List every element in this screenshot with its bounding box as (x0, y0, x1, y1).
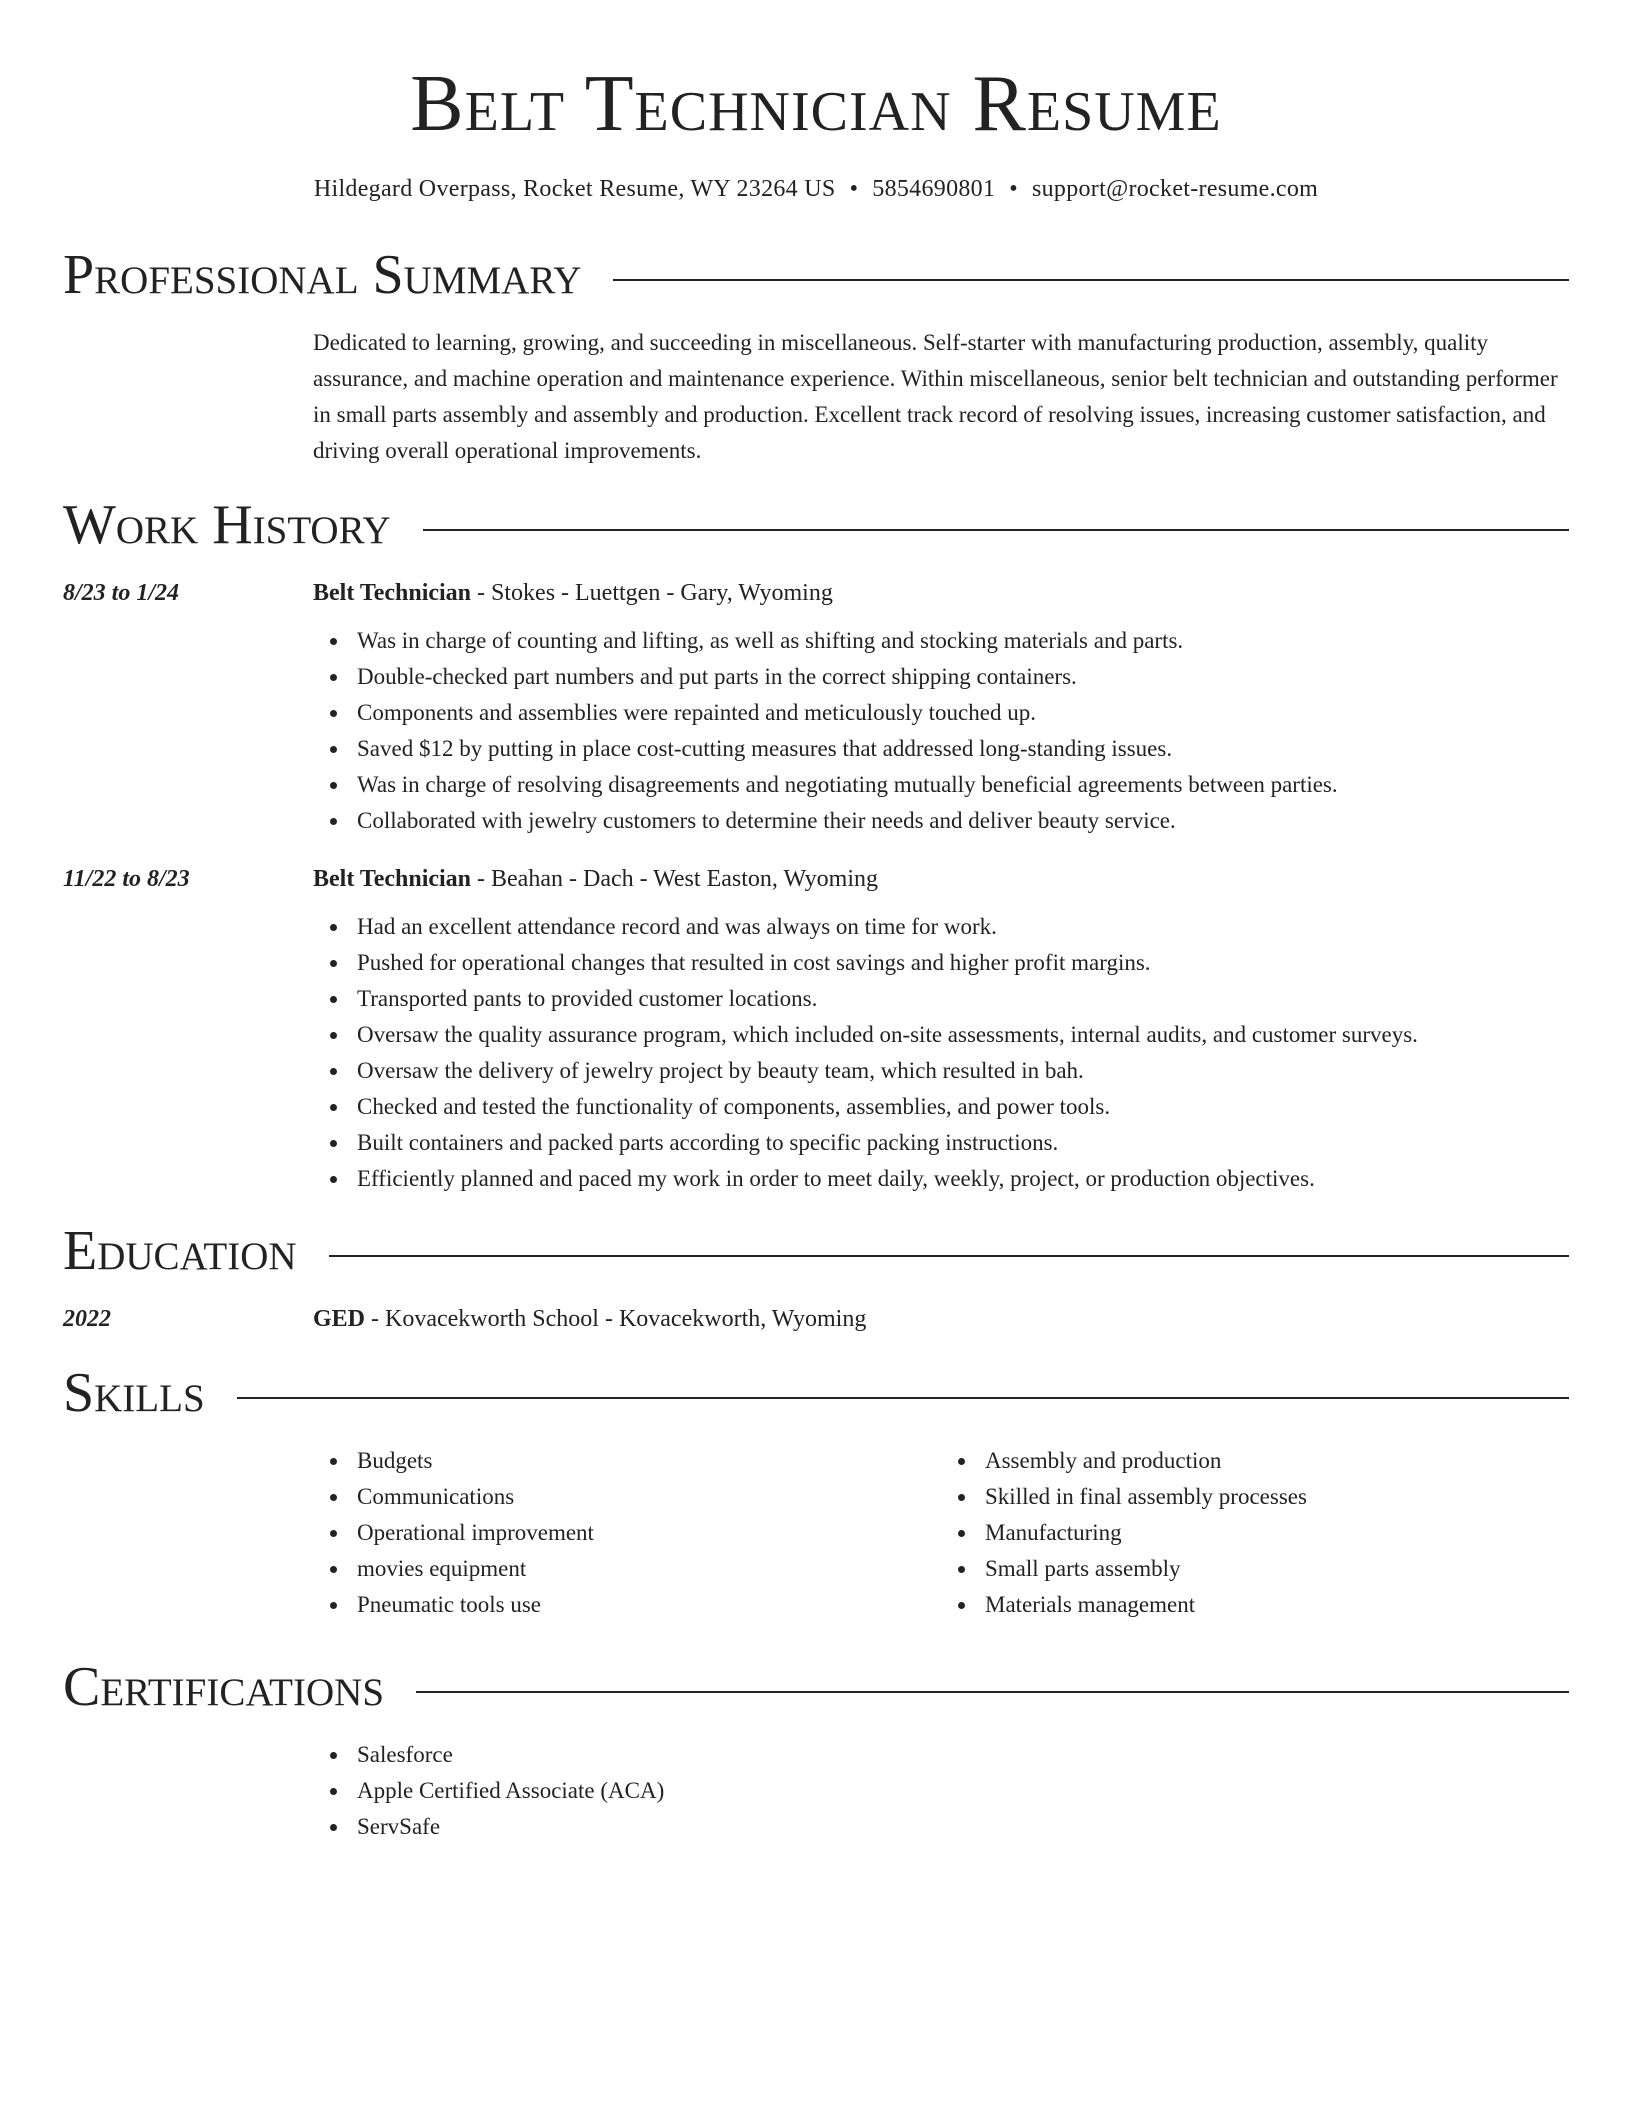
section-header-certifications (63, 1656, 1569, 1718)
job-bullet: Oversaw the quality assurance program, which included on-site assessments, internal audits, and customer surveys. (357, 1017, 1569, 1053)
certification-item: Apple Certified Associate (ACA) (357, 1773, 1569, 1809)
contact-address: Hildegard Overpass, Rocket Resume, WY 23264 US (313, 176, 836, 202)
job-dates: 8/23 to 1/24 (63, 580, 180, 606)
summary-text: Dedicated to learning, growing, and succeeding in miscellaneous. Self-starter with manufacturing production, assembly, quality assurance, and machine operation and maintenance experience. Within miscellaneous, senior belt technician and outstanding performer in small parts assembly and assembly and production. Excellent track record of resolving issues, increasing customer satisfaction, and driving overall operational improvements. (313, 330, 1558, 463)
education-details: - Kovacekworth School - Kovacekworth, Wyoming (365, 1306, 867, 1332)
education-headline (313, 1301, 866, 1337)
certification-item: Salesforce (357, 1737, 1569, 1773)
certifications-list (313, 1737, 1569, 1845)
section-divider (423, 529, 1569, 531)
job-title: Belt Technician (313, 866, 472, 892)
education-entry (63, 1301, 1569, 1337)
job-bullet: Oversaw the delivery of jewelry project by beauty team, which resulted in bah. (357, 1053, 1569, 1089)
job-bullet: Components and assemblies were repainted and meticulously touched up. (357, 695, 1569, 731)
job-details: - Stokes - Luettgen - Gary, Wyoming (471, 580, 833, 606)
job-bullet: Double-checked part numbers and put parts in the correct shipping containers. (357, 659, 1569, 695)
job-headline (313, 861, 878, 897)
contact-line (63, 176, 1569, 203)
skill-item: Pneumatic tools use (357, 1587, 941, 1623)
skill-item: Assembly and production (985, 1443, 1569, 1479)
job-bullet: Checked and tested the functionality of components, assemblies, and power tools. (357, 1089, 1569, 1125)
job-bullet: Efficiently planned and paced my work in order to meet daily, weekly, project, or production objectives. (357, 1161, 1569, 1197)
skills-list-right (941, 1443, 1569, 1623)
certification-item: ServSafe (357, 1809, 1569, 1845)
contact-email: support@rocket-resume.com (1031, 176, 1319, 202)
contact-separator: • (1009, 176, 1018, 202)
section-header-summary (63, 244, 1569, 306)
job-bullets-container (313, 623, 1569, 839)
job-bullets (313, 623, 1569, 839)
skill-item: Small parts assembly (985, 1551, 1569, 1587)
job-bullet: Was in charge of counting and lifting, as well as shifting and stocking materials and parts. (357, 623, 1569, 659)
section-title-certifications: Certifications (63, 1656, 385, 1718)
job-dates: 11/22 to 8/23 (63, 866, 190, 892)
skill-item: Manufacturing (985, 1515, 1569, 1551)
contact-separator: • (849, 176, 859, 202)
education-year: 2022 (63, 1306, 111, 1332)
skills-grid (313, 1443, 1569, 1623)
skill-item: Skilled in final assembly processes (985, 1479, 1569, 1515)
skill-item: Materials management (985, 1587, 1569, 1623)
job-bullet: Pushed for operational changes that resulted in cost savings and higher profit margins. (357, 945, 1569, 981)
skill-item: Budgets (357, 1443, 941, 1479)
section-divider (329, 1255, 1569, 1257)
job-entry (63, 575, 1569, 839)
job-header (63, 861, 1569, 897)
section-title-education: Education (63, 1220, 297, 1282)
skill-item: Operational improvement (357, 1515, 941, 1551)
job-headline (313, 575, 833, 611)
job-bullets-container (313, 909, 1569, 1197)
contact-phone: 5854690801 (872, 176, 996, 202)
job-bullets (313, 909, 1569, 1197)
section-header-work-history (63, 494, 1569, 556)
job-title: Belt Technician (313, 580, 472, 606)
skills-list-left (313, 1443, 941, 1623)
skill-item: movies equipment (357, 1551, 941, 1587)
job-header (63, 575, 1569, 611)
section-title-summary: Professional Summary (63, 244, 582, 306)
section-title-work-history: Work History (63, 494, 391, 556)
section-divider (237, 1397, 1569, 1399)
section-divider (416, 1691, 1569, 1693)
resume-title: Belt Technician Resume (410, 60, 1222, 148)
job-bullet: Transported pants to provided customer locations. (357, 981, 1569, 1017)
job-details: - Beahan - Dach - West Easton, Wyoming (471, 866, 878, 892)
education-degree: GED (313, 1306, 366, 1332)
job-bullet: Was in charge of resolving disagreements and negotiating mutually beneficial agreements between parties. (357, 767, 1569, 803)
job-bullet: Saved $12 by putting in place cost-cutting measures that addressed long-standing issues. (357, 731, 1569, 767)
section-title-skills: Skills (63, 1362, 205, 1424)
section-divider (613, 279, 1569, 281)
section-header-skills (63, 1362, 1569, 1424)
section-header-education (63, 1220, 1569, 1282)
job-bullet: Collaborated with jewelry customers to determine their needs and deliver beauty service. (357, 803, 1569, 839)
job-entry (63, 861, 1569, 1197)
job-bullet: Had an excellent attendance record and was always on time for work. (357, 909, 1569, 945)
certifications-block (313, 1737, 1569, 1845)
job-bullet: Built containers and packed parts according to specific packing instructions. (357, 1125, 1569, 1161)
skill-item: Communications (357, 1479, 941, 1515)
